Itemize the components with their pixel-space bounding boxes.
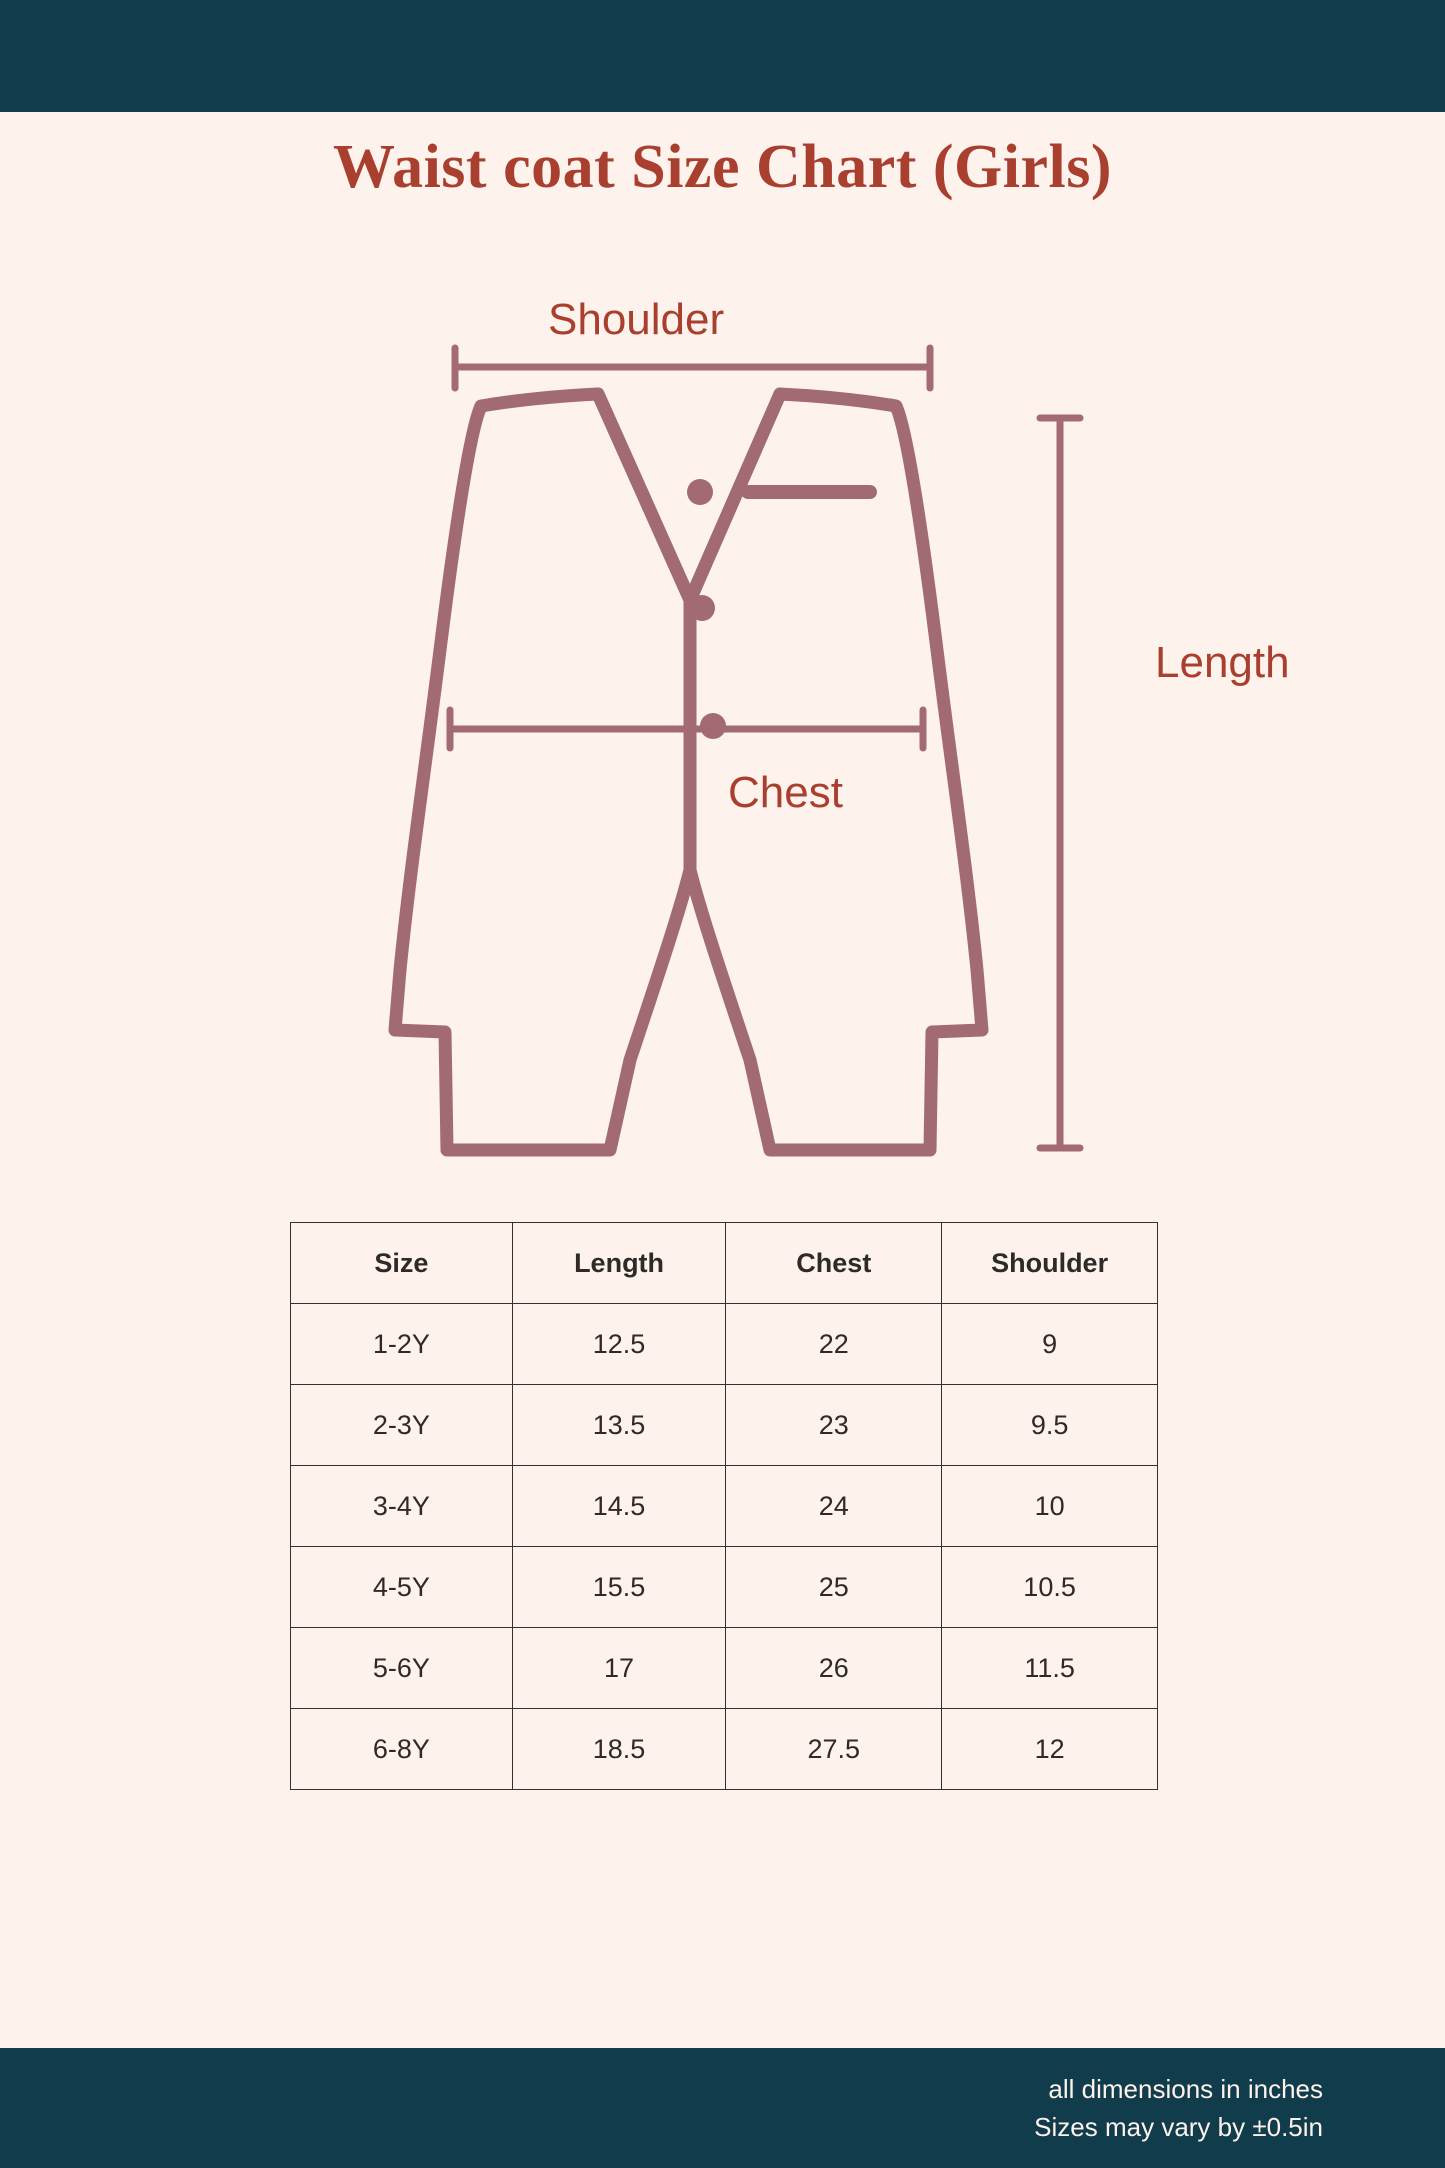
cell-size: 4-5Y — [291, 1547, 513, 1628]
table-header-row — [291, 1223, 1158, 1304]
cell-shoulder: 11.5 — [942, 1628, 1158, 1709]
column-header-size: Size — [291, 1223, 513, 1304]
cell-length: 13.5 — [512, 1385, 726, 1466]
bottom-bar — [0, 2048, 1445, 2168]
table-row — [291, 1547, 1158, 1628]
cell-shoulder: 9 — [942, 1304, 1158, 1385]
cell-size: 3-4Y — [291, 1466, 513, 1547]
cell-length: 14.5 — [512, 1466, 726, 1547]
cell-length: 17 — [512, 1628, 726, 1709]
cell-shoulder: 9.5 — [942, 1385, 1158, 1466]
table-row — [291, 1628, 1158, 1709]
button-bottom — [700, 713, 726, 739]
cell-size: 2-3Y — [291, 1385, 513, 1466]
cell-length: 12.5 — [512, 1304, 726, 1385]
cell-size: 1-2Y — [291, 1304, 513, 1385]
chest-label: Chest — [728, 768, 843, 817]
cell-shoulder: 10.5 — [942, 1547, 1158, 1628]
table-row — [291, 1466, 1158, 1547]
length-measure-line — [1040, 418, 1080, 1148]
cell-shoulder: 12 — [942, 1709, 1158, 1790]
top-bar — [0, 0, 1445, 112]
button-top — [687, 479, 713, 505]
cell-chest: 23 — [726, 1385, 942, 1466]
cell-chest: 26 — [726, 1628, 942, 1709]
length-label: Length — [1155, 638, 1290, 687]
table-row — [291, 1385, 1158, 1466]
cell-length: 15.5 — [512, 1547, 726, 1628]
garment-illustration — [0, 270, 1445, 1170]
size-table — [290, 1222, 1158, 1790]
footer-note — [1034, 2070, 1323, 2146]
waistcoat-outline — [395, 394, 982, 1150]
column-header-shoulder: Shoulder — [942, 1223, 1158, 1304]
shoulder-label: Shoulder — [548, 295, 725, 344]
shoulder-measure-line — [455, 348, 930, 388]
footer-line-1: all dimensions in inches — [1048, 2074, 1323, 2104]
cell-chest: 27.5 — [726, 1709, 942, 1790]
table-row — [291, 1304, 1158, 1385]
cell-size: 6-8Y — [291, 1709, 513, 1790]
table-row — [291, 1709, 1158, 1790]
size-table-wrap — [290, 1222, 1158, 1790]
page-title: Waist coat Size Chart (Girls) — [332, 133, 1113, 201]
column-header-chest: Chest — [726, 1223, 942, 1304]
footer-line-2: Sizes may vary by ±0.5in — [1034, 2112, 1323, 2142]
cell-length: 18.5 — [512, 1709, 726, 1790]
cell-chest: 22 — [726, 1304, 942, 1385]
cell-chest: 24 — [726, 1466, 942, 1547]
cell-shoulder: 10 — [942, 1466, 1158, 1547]
button-middle — [689, 595, 715, 621]
cell-size: 5-6Y — [291, 1628, 513, 1709]
waistcoat-icon — [0, 270, 1445, 1170]
column-header-length: Length — [512, 1223, 726, 1304]
cell-chest: 25 — [726, 1547, 942, 1628]
